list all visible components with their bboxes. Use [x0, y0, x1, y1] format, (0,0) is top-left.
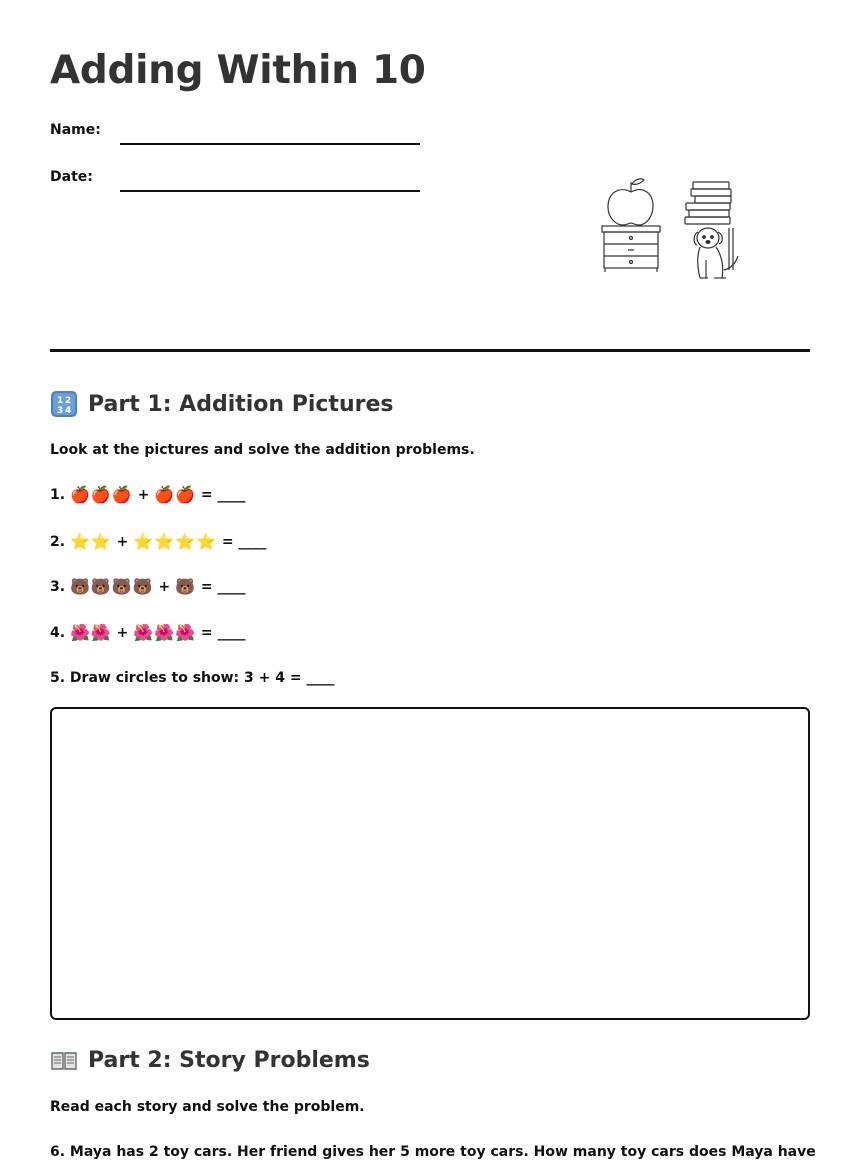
- plus-sign: +: [111, 534, 134, 550]
- name-field[interactable]: [120, 143, 420, 145]
- plus-sign: +: [153, 579, 176, 595]
- hibiscus-icon: 🌺: [133, 623, 154, 642]
- name-label: Name:: [50, 122, 101, 138]
- star-icon: ⭐: [175, 532, 196, 551]
- svg-text:2: 2: [65, 396, 72, 406]
- dog-clipart-icon: [694, 228, 738, 278]
- problem-number: 1.: [50, 487, 70, 503]
- star-icon: ⭐: [154, 532, 175, 551]
- bear-icon: 🐻: [90, 577, 111, 596]
- hibiscus-icon: 🌺: [175, 623, 196, 642]
- problem-number: 3.: [50, 579, 70, 595]
- hibiscus-icon: 🌺: [154, 623, 175, 642]
- part2-instructions: Read each story and solve the problem.: [50, 1099, 365, 1115]
- answer-blank: = ____: [216, 534, 267, 550]
- plus-sign: +: [132, 487, 155, 503]
- problem-3: [50, 579, 246, 595]
- bear-icon: 🐻: [69, 577, 90, 596]
- answer-blank: = ____: [196, 625, 246, 641]
- problem-number: 4.: [50, 625, 70, 641]
- answer-blank: = ____: [196, 487, 246, 503]
- plus-sign: +: [111, 625, 134, 641]
- answer-blank: = ____: [196, 579, 246, 595]
- svg-text:3: 3: [57, 406, 64, 416]
- part1-instructions: Look at the pictures and solve the addition problems.: [50, 442, 475, 458]
- svg-text:4: 4: [65, 406, 72, 416]
- apple-icon: 🍎: [154, 485, 175, 504]
- drawing-area[interactable]: [50, 707, 810, 1020]
- problem-number: 2.: [50, 534, 70, 550]
- open-book-icon: [50, 1046, 78, 1074]
- svg-text:1: 1: [57, 396, 64, 406]
- part1-heading-text: Part 1: Addition Pictures: [88, 391, 394, 417]
- problem-1: [50, 487, 246, 503]
- hibiscus-icon: 🌺: [90, 623, 111, 642]
- date-label: Date:: [50, 169, 93, 185]
- star-icon: ⭐: [133, 532, 154, 551]
- apple-icon: 🍎: [90, 485, 111, 504]
- bear-icon: 🐻: [132, 577, 153, 596]
- apple-icon: 🍎: [175, 485, 196, 504]
- bear-icon: 🐻: [111, 577, 132, 596]
- section-divider: [50, 349, 810, 352]
- problem-5: 5. Draw circles to show: 3 + 4 = ____: [50, 670, 335, 686]
- part2-heading-text: Part 2: Story Problems: [88, 1047, 370, 1073]
- clipart-illustration: [598, 170, 748, 294]
- bear-icon: 🐻: [175, 577, 196, 596]
- part1-heading: [50, 390, 393, 418]
- apple-icon: 🍎: [111, 485, 132, 504]
- apple-icon: 🍎: [69, 485, 90, 504]
- date-field[interactable]: [120, 190, 420, 192]
- hibiscus-icon: 🌺: [69, 623, 90, 642]
- books-clipart-icon: [685, 182, 733, 270]
- star-icon: ⭐: [69, 532, 90, 551]
- problem-6: 6. Maya has 2 toy cars. Her friend gives her 5 more toy cars. How many toy cars does Maya have: [50, 1144, 816, 1160]
- part2-heading: [50, 1046, 370, 1074]
- star-icon: ⭐: [196, 532, 216, 551]
- problem-4: [50, 625, 246, 641]
- apple-clipart-icon: [608, 179, 653, 225]
- star-icon: ⭐: [90, 532, 111, 551]
- problem-2: [50, 534, 266, 550]
- numbers-keycap-icon: [50, 390, 78, 418]
- nightstand-clipart-icon: [602, 226, 660, 272]
- page-title: Adding Within 10: [50, 48, 426, 93]
